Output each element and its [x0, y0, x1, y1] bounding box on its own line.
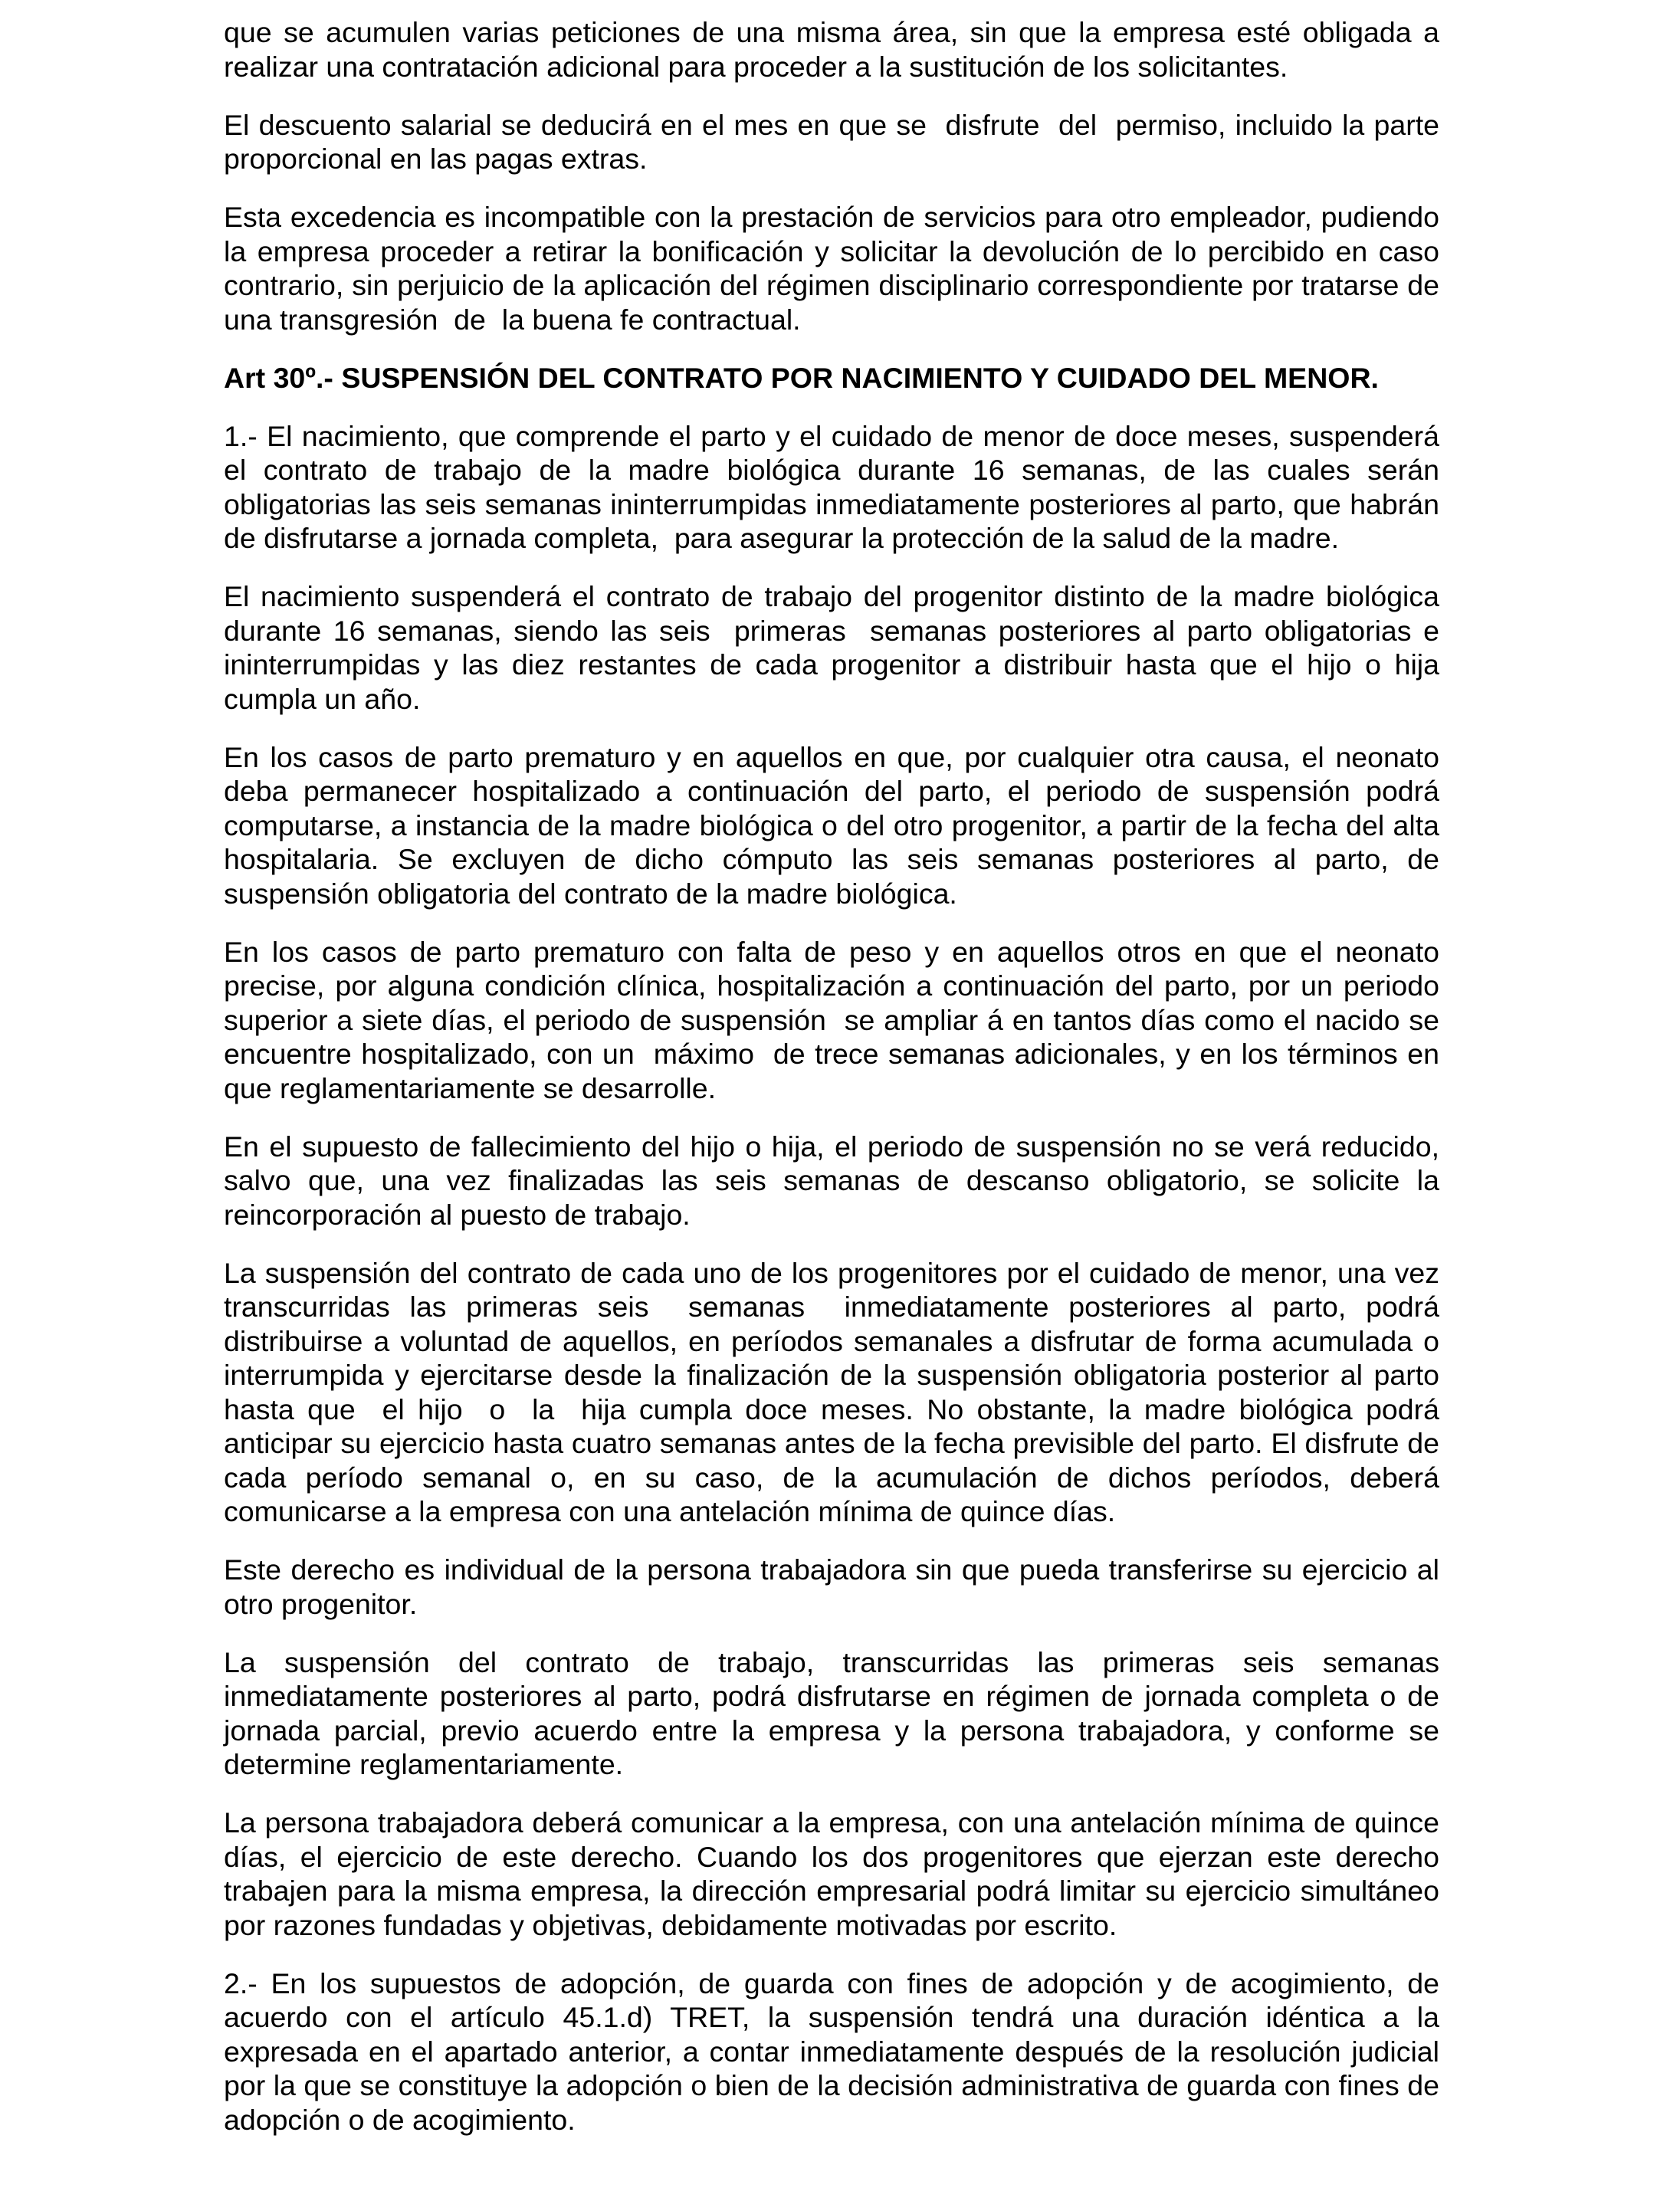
paragraph: La persona trabajadora deberá comunicar a la empresa, con una antelación mínima de quince días, el ejercicio de este derecho. Cuando los dos progenitores que ejerzan este derecho trabajen para la misma empresa, la dirección empresarial podrá limitar su ejercicio simultáneo por razones fundadas y objetivas, debidamente motivadas por escrito. — [224, 1806, 1448, 1941]
paragraph: En el supuesto de fallecimiento del hijo o hija, el periodo de suspensión no se verá reducido, salvo que, una vez finalizadas las seis semanas de descanso obligatorio, se solicite la reincorporación al puesto de trabajo. — [224, 1130, 1448, 1231]
paragraph: En los casos de parto prematuro y en aquellos en que, por cualquier otra causa, el neonato deba permanecer hospitalizado a continuación del parto, el periodo de suspensión podrá computarse, a instancia de la madre biológica o del otro progenitor, a partir de la fecha del alta hospitalaria. Se excluyen de dicho cómputo las seis semanas posteriores al parto, de suspensión obligatoria del contrato de la madre biológica. — [224, 740, 1448, 910]
paragraph: que se acumulen varias peticiones de una misma área, sin que la empresa esté obligada a realizar una contratación adicional para proceder a la sustitución de los solicitantes. — [224, 16, 1448, 83]
paragraph: La suspensión del contrato de trabajo, transcurridas las primeras seis semanas inmediatamente posteriores al parto, podrá disfrutarse en régimen de jornada completa o de jornada parcial, previo acuerdo entre la empresa y la persona trabajadora, y conforme se determine reglamentariamente. — [224, 1645, 1448, 1780]
document-content — [224, 15, 1448, 2161]
paragraph: Este derecho es individual de la persona trabajadora sin que pueda transferirse su ejercicio al otro progenitor. — [224, 1553, 1448, 1620]
paragraph: El descuento salarial se deducirá en el mes en que se disfrute del permiso, incluido la parte proporcional en las pagas extras. — [224, 108, 1448, 175]
paragraph: 1.- El nacimiento, que comprende el parto y el cuidado de menor de doce meses, suspenderá el contrato de trabajo de la madre biológica durante 16 semanas, de las cuales serán obligatorias las seis semanas ininterrumpidas inmediatamente posteriores al parto, que habrán de disfrutarse a jornada completa, para asegurar la protección de la salud de la madre. — [224, 419, 1448, 554]
paragraph: 2.- En los supuestos de adopción, de guarda con fines de adopción y de acogimiento, de acuerdo con el artículo 45.1.d) TRET, la suspensión tendrá una duración idéntica a la expresada en el apartado anterior, a contar inmediatamente después de la resolución judicial por la que se constituye la adopción o bien de la decisión administrativa de guarda con fines de adopción o de acogimiento. — [224, 1966, 1448, 2136]
paragraph: La suspensión del contrato de cada uno de los progenitores por el cuidado de menor, una vez transcurridas las primeras seis semanas inmediatamente posteriores al parto, podrá distribuirse a voluntad de aquellos, en períodos semanales a disfrutar de forma acumulada o interrumpida y ejercitarse desde la finalización de la suspensión obligatoria posterior al parto hasta que el hijo o la hija cumpla doce meses. No obstante, la madre biológica podrá anticipar su ejercicio hasta cuatro semanas antes de la fecha previsible del parto. El disfrute de cada período semanal o, en su caso, de la acumulación de dichos períodos, deberá comunicarse a la empresa con una antelación mínima de quince días. — [224, 1256, 1448, 1527]
paragraph: El nacimiento suspenderá el contrato de trabajo del progenitor distinto de la madre biológica durante 16 semanas, siendo las seis primeras semanas posteriores al parto obligatorias e ininterrumpidas y las diez restantes de cada progenitor a distribuir hasta que el hijo o hija cumpla un año. — [224, 580, 1448, 715]
paragraph: En los casos de parto prematuro con falta de peso y en aquellos otros en que el neonato precise, por alguna condición clínica, hospitalización a continuación del parto, por un periodo superior a siete días, el periodo de suspensión se ampliar á en tantos días como el nacido se encuentre hospitalizado, con un máximo de trece semanas adicionales, y en los términos en que reglamentariamente se desarrolle. — [224, 935, 1448, 1104]
paragraph: Esta excedencia es incompatible con la prestación de servicios para otro empleador, pudiendo la empresa proceder a retirar la bonificación y solicitar la devolución de lo percibido en caso contrario, sin perjuicio de la aplicación del régimen disciplinario correspondiente por tratarse de una transgresión de la buena fe contractual. — [224, 201, 1448, 336]
article-heading: Art 30º.- SUSPENSIÓN DEL CONTRATO POR NACIMIENTO Y CUIDADO DEL MENOR. — [224, 361, 1379, 394]
